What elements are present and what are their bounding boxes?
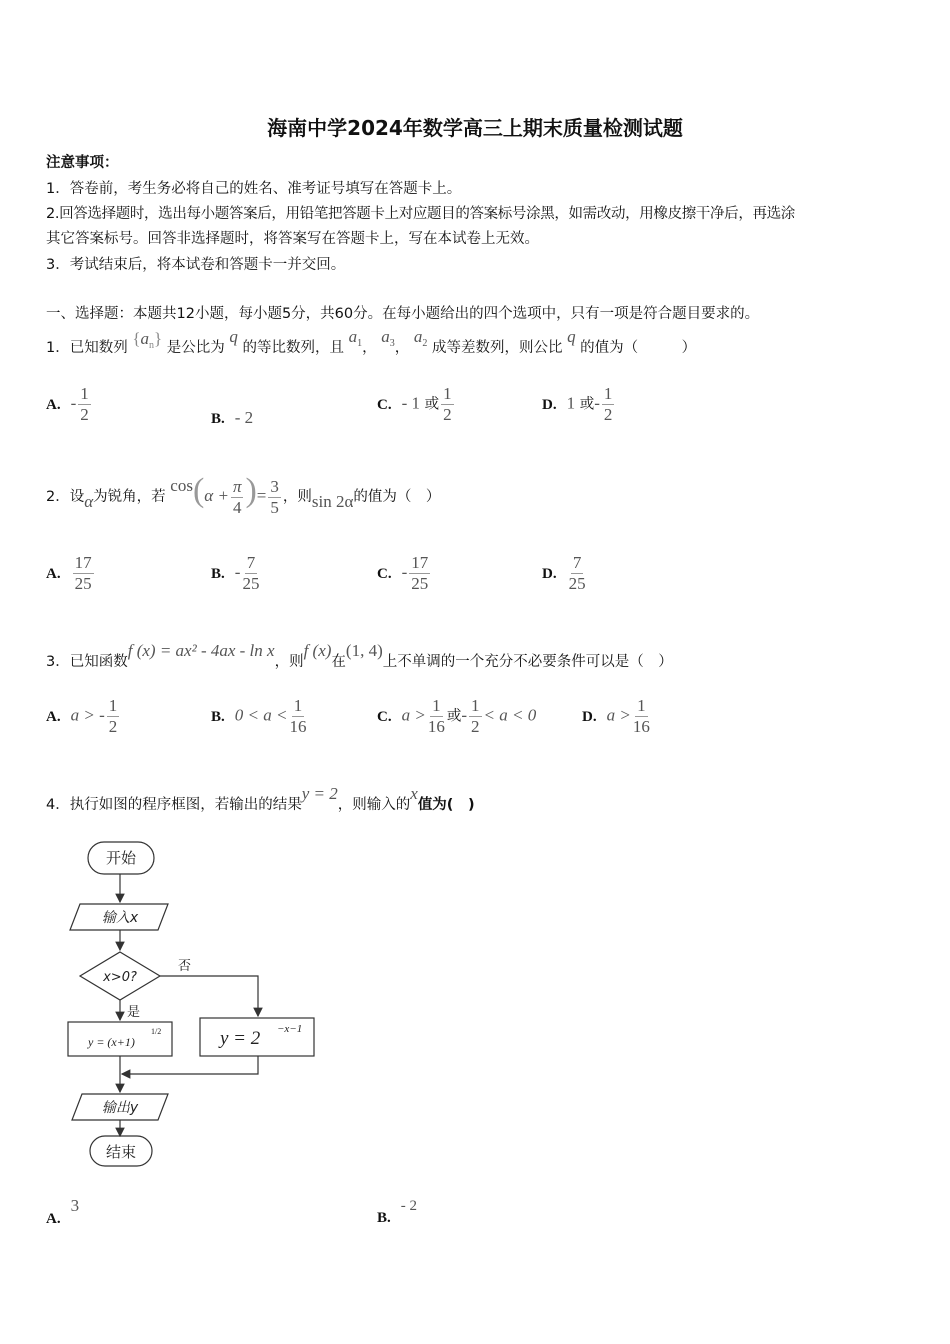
option-label: A.	[46, 1211, 61, 1227]
q2-inner: α +	[204, 486, 229, 505]
option-label: B.	[211, 565, 225, 582]
denominator: 25	[74, 574, 92, 593]
left-formula: y = (x+1)	[88, 1035, 135, 1049]
page-title: 海南中学2024年数学高三上期末质量检测试题	[267, 116, 683, 140]
option-expr: a >	[401, 705, 426, 725]
or-text: 或	[446, 708, 462, 725]
or-text: 或	[424, 396, 440, 413]
flowchart	[60, 830, 330, 1170]
q3-text: ，则	[274, 654, 304, 670]
denominator: 16	[632, 717, 650, 736]
right-formula: y = 2	[220, 1028, 261, 1049]
numerator: 1	[108, 696, 118, 715]
q1-sub: 1	[357, 338, 363, 349]
q2-cos: cos	[170, 476, 193, 495]
right-formula-exponent: −x−1	[277, 1023, 303, 1035]
section-heading: 一、选择题：本题共12小题，每小题5分，共60分。在每小题给出的四个选项中，只有一项是符合题目要求的。	[46, 306, 760, 322]
numerator: 7	[246, 553, 256, 572]
q4-text: 值为( )	[417, 797, 475, 813]
option-label: D.	[542, 396, 557, 413]
sign: -	[401, 562, 408, 582]
numerator: π	[232, 476, 242, 496]
option-value: 3	[70, 1196, 80, 1215]
option-label: B.	[377, 1210, 391, 1226]
q4-option-b[interactable]	[377, 1198, 418, 1226]
q3-interval: (1, 4)	[345, 641, 383, 660]
denominator: 2	[443, 405, 452, 424]
q1-an: a	[140, 329, 150, 348]
q1-option-a[interactable]	[46, 384, 93, 425]
option-expr: < a < 0	[483, 705, 537, 725]
q2-text: ，则	[282, 489, 312, 505]
note-2: 2.回答选择题时，选出每小题答案后，用铅笔把答题卡上对应题目的答案标号涂黑，如需改动，用橡皮擦干净后，再选涂	[46, 206, 795, 222]
q1-text: 的值为（ ）	[580, 340, 697, 356]
q4-option-a[interactable]	[46, 1196, 80, 1227]
output-label: 输出y	[101, 1100, 139, 1116]
q3-fx: f (x)	[303, 641, 332, 660]
numerator: 17	[74, 553, 92, 572]
or-text: 或	[579, 396, 595, 413]
option-label: A.	[46, 708, 61, 725]
question-4	[46, 784, 475, 814]
option-label: C.	[377, 565, 392, 582]
q2-option-c[interactable]	[377, 553, 432, 594]
q1-option-b[interactable]	[211, 408, 253, 428]
question-1: 1．已知数列 $\{a_n\}$ 是公比为 q 的等比数列，且 $a_1$， $a_3$， $a_2$ 成等差数列，则公比 q 的值为（ ）	[46, 327, 697, 356]
q3-function: f (x) = ax² - 4ax - ln x	[127, 641, 275, 660]
sign: -	[70, 393, 77, 413]
option-label: C.	[377, 708, 392, 725]
q3-text: 在	[331, 654, 346, 670]
q2-text: 为锐角，若	[93, 489, 166, 505]
option-expr: 0 < a <	[234, 705, 288, 725]
numerator: 1	[443, 384, 452, 403]
q2-text: 2．设	[46, 489, 85, 505]
denominator: 25	[411, 574, 429, 593]
numerator: 1	[432, 696, 441, 715]
q3-text: 上不单调的一个充分不必要条件可以是（ ）	[382, 654, 673, 670]
numerator: 1	[603, 384, 613, 403]
option-label: B.	[211, 411, 225, 427]
option-expr: a > -	[70, 705, 105, 725]
q4-text: ，则输入的	[337, 797, 411, 813]
option-label: B.	[211, 708, 225, 725]
denominator: 2	[108, 717, 118, 736]
equals: =	[256, 486, 267, 505]
denominator: 5	[270, 497, 279, 517]
denominator: 16	[289, 717, 307, 736]
q2-sin: sin 2α	[311, 492, 354, 511]
numerator: 1	[293, 696, 303, 715]
q1-text: 的等比数列，且	[242, 340, 345, 356]
q1-q: q	[229, 327, 238, 346]
denominator: 2	[603, 405, 613, 424]
q1-text: 是公比为	[166, 340, 225, 356]
denominator: 25	[242, 574, 260, 593]
q3-option-d[interactable]	[582, 696, 652, 737]
note-1: 1．答卷前，考生务必将自己的姓名、准考证号填写在答题卡上。	[46, 181, 462, 197]
q3-option-b[interactable]	[211, 696, 308, 737]
option-value: - 1	[401, 393, 421, 413]
end-label: 结束	[105, 1143, 137, 1161]
denominator: 25	[568, 574, 586, 593]
note-3: 3．考试结束后，将本试卷和答题卡一并交回。	[46, 257, 346, 273]
no-label: 否	[178, 959, 192, 974]
q1-a: a	[381, 327, 390, 346]
q4-x: x	[410, 784, 418, 803]
notes-heading: 注意事项：	[46, 155, 119, 171]
sign: -	[234, 562, 241, 582]
q1-option-c[interactable]	[377, 384, 456, 425]
q1-comma: ，	[362, 340, 377, 356]
condition-label: x>0?	[103, 970, 137, 985]
q2-text: 的值为（ ）	[353, 489, 441, 505]
numerator: 1	[80, 384, 89, 403]
denominator: 2	[80, 405, 89, 424]
q4-text: 4．执行如图的程序框图，若输出的结果	[46, 797, 302, 813]
q1-sub: 2	[422, 338, 428, 349]
numerator: 1	[637, 696, 646, 715]
option-label: C.	[377, 396, 392, 413]
sign: -	[461, 705, 467, 725]
q1-text: 成等差数列，则公比	[431, 340, 563, 356]
option-label: A.	[46, 396, 61, 413]
question-2: 2．设α为锐角，若 cos(α + $\frac{\pi}{4}$ )= $\frac{3}{5}$ ，则sin 2α的值为（ ）	[46, 472, 441, 517]
q4-y: y = 2	[301, 784, 338, 803]
sign: -	[594, 393, 600, 413]
q1-a: a	[413, 327, 423, 346]
numerator: 1	[471, 696, 480, 715]
option-value: - 2	[400, 1198, 418, 1214]
option-label: A.	[46, 565, 61, 582]
q1-text: 1．已知数列	[46, 340, 128, 356]
q3-option-c[interactable]	[377, 696, 536, 737]
denominator: 2	[471, 717, 480, 736]
option-value: 1	[566, 393, 576, 413]
q1-q: q	[567, 327, 576, 346]
numerator: 3	[270, 476, 279, 496]
option-label: D.	[542, 565, 557, 582]
q1-comma: ，	[394, 340, 410, 356]
left-formula-exponent: 1/2	[151, 1027, 162, 1036]
option-value: - 2	[234, 408, 254, 427]
start-label: 开始	[105, 849, 137, 867]
input-label: 输入x	[101, 910, 139, 926]
q3-text: 3．已知函数	[46, 654, 128, 670]
q1-sub: n	[149, 340, 155, 351]
q2-option-a[interactable]	[46, 553, 96, 594]
option-label: D.	[582, 708, 597, 725]
q3-option-a[interactable]	[46, 696, 121, 737]
numerator: 7	[572, 553, 582, 572]
q1-sub: 3	[389, 338, 395, 349]
q2-option-b[interactable]	[211, 553, 261, 594]
q1-option-d[interactable]	[542, 384, 616, 425]
q1-a: a	[348, 327, 358, 346]
q2-option-d[interactable]	[542, 553, 588, 594]
yes-label: 是	[127, 1005, 141, 1020]
option-expr: a >	[606, 705, 631, 725]
denominator: 4	[232, 497, 242, 517]
q2-alpha: α	[84, 492, 94, 511]
denominator: 16	[427, 717, 445, 736]
note-2-cont: 其它答案标号。回答非选择题时，将答案写在答题卡上，写在本试卷上无效。	[46, 231, 539, 247]
numerator: 17	[411, 553, 429, 572]
question-3	[46, 641, 673, 671]
